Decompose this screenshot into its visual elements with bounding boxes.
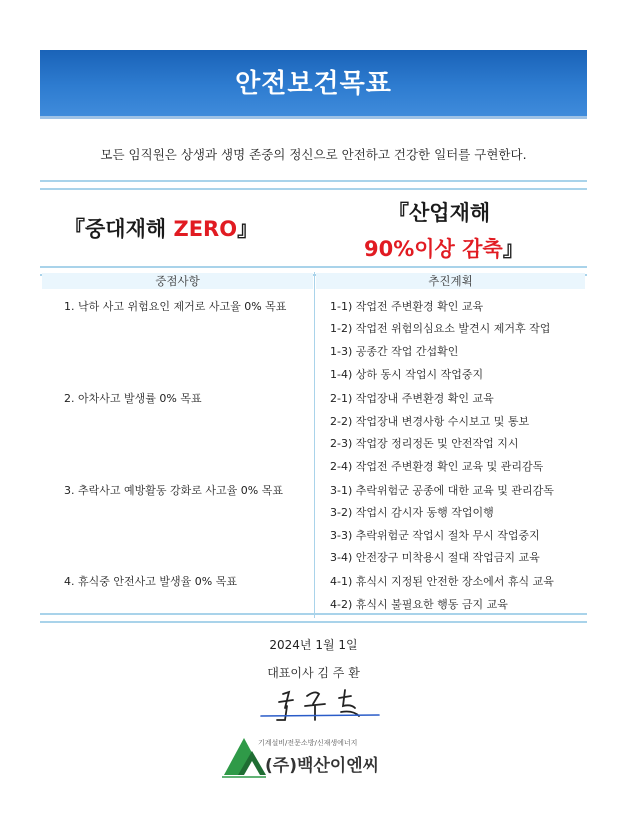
top-divider [40,180,587,190]
slogan-left-close: 』 [237,217,259,241]
table-header-plan: 추진계획 [316,273,585,289]
slogan-right-highlight: 90%이상 감축 [364,237,503,261]
intro-text: 모든 임직원은 상생과 생명 존중의 정신으로 안전하고 건강한 일터를 구현한다. [100,147,527,162]
plan-item-1-3: 1-3) 공종간 작업 간섭확인 [330,345,459,358]
plan-item-2-1: 2-1) 작업장내 주변환경 확인 교육 [330,392,494,405]
plan-item-3-1: 3-1) 추락위험군 공종에 대한 교육 및 관리감독 [330,484,554,497]
plan-item-1-1: 1-1) 작업전 주변환경 확인 교육 [330,300,484,313]
company-tagline: 기계설비/전문소방/신재생에너지 [258,739,358,747]
table-column-divider [314,272,315,618]
slogan-left-open: 『중대재해 [64,217,174,241]
ceo-signature [255,686,385,726]
plan-item-1-4: 1-4) 상하 동시 작업시 작업중지 [330,368,484,381]
table-header-focus: 중점사항 [42,273,313,289]
plan-item-4-1: 4-1) 휴식시 지정된 안전한 장소에서 휴식 교육 [330,575,554,588]
company-name: (주)백산이엔씨 [265,756,380,776]
issue-date: 2024년 1월 1일 [269,638,358,652]
page-title: 안전보건목표 [235,69,392,99]
plan-item-3-4: 3-4) 안전장구 미착용시 절대 작업금지 교육 [330,551,540,564]
goal-item-1: 1. 낙하 사고 위험요인 제거로 사고율 0% 목표 [64,300,287,313]
plan-item-2-4: 2-4) 작업전 주변환경 확인 교육 및 관리감독 [330,460,544,473]
plan-item-3-3: 3-3) 추락위험군 작업시 절차 무시 작업중지 [330,529,540,542]
goal-item-4: 4. 휴식중 안전사고 발생율 0% 목표 [64,575,237,588]
plan-item-2-2: 2-2) 작업장내 변경사항 수시보고 및 통보 [330,415,530,428]
plan-item-4-2: 4-2) 휴식시 불필요한 행동 금지 교육 [330,598,508,611]
slogan-industrial-accident-line1: 『산업재해 [388,201,491,225]
ceo-name: 대표이사 김 주 환 [267,666,360,680]
slogan-serious-accident [64,213,258,243]
goal-item-2: 2. 아차사고 발생률 0% 목표 [64,392,202,405]
plan-item-1-2: 1-2) 작업전 위험의심요소 발견시 제거후 작업 [330,322,551,335]
plan-item-3-2: 3-2) 작업시 감시자 동행 작업이행 [330,506,494,519]
title-band [40,50,587,119]
plan-item-2-3: 2-3) 작업장 정리정돈 및 안전작업 지시 [330,437,519,450]
slogan-industrial-accident-line2 [364,233,524,263]
goal-item-3: 3. 추락사고 예방활동 강화로 사고율 0% 목표 [64,484,283,497]
slogan-right-close: 』 [502,237,524,261]
table-bottom-divider [40,613,587,623]
slogan-left-highlight: ZERO [173,217,238,241]
